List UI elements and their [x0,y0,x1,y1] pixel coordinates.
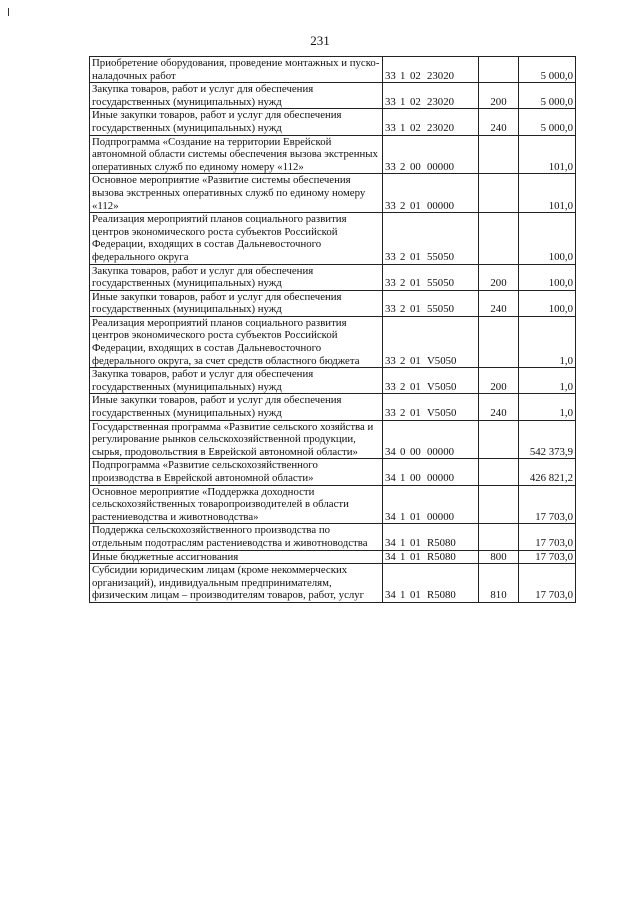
code-part: 33 [385,303,396,316]
expense-type-code [479,213,519,264]
row-description: Иные закупки товаров, работ и услуг для обеспечения государственных (муниципальных) нужд [90,109,383,135]
code-part: 00000 [427,472,454,484]
code-part: 33 [385,250,396,263]
amount: 1,0 [519,316,576,367]
code-part: 2 [400,380,406,393]
code-part: 2 [400,354,406,367]
target-article-code [383,174,479,213]
target-article-code [383,213,479,264]
code-part: 33 [385,95,396,108]
code-part: 2 [400,160,406,173]
amount: 17 703,0 [519,550,576,564]
table-row [90,135,576,174]
code-part: V5050 [427,407,457,420]
code-part: 01 [410,303,421,316]
code-part: 01 [410,550,421,563]
target-article-code [383,57,479,83]
target-article-code [383,290,479,316]
code-part: 33 [385,380,396,393]
table-row [90,394,576,420]
amount: 17 703,0 [519,485,576,524]
expense-type-code [479,135,519,174]
code-part: 34 [385,445,396,458]
target-article-code [383,564,479,603]
expense-type-code: 240 [479,109,519,135]
code-part: 55050 [427,303,454,316]
code-part: 01 [410,536,421,549]
amount: 101,0 [519,135,576,174]
code-part: 01 [410,510,421,523]
margin-tick-mark [8,8,9,16]
table-row [90,524,576,550]
row-description: Реализация мероприятий планов социального развития центров экономического роста субъектов Российской Федерации, входящих в состав Дальневосточного федерального округа [90,213,383,264]
code-part: 1 [400,472,406,484]
table-row [90,459,576,485]
target-article-code [383,316,479,367]
expense-type-code [479,420,519,459]
code-part: 55050 [427,250,454,263]
expense-type-code: 800 [479,550,519,564]
table-row [90,485,576,524]
table-row [90,550,576,564]
code-part: 00000 [427,445,454,458]
target-article-code [383,368,479,394]
target-article-code [383,394,479,420]
code-part: 1 [400,550,406,563]
code-part: 33 [385,407,396,420]
table-row [90,420,576,459]
code-part: 34 [385,550,396,563]
code-part: R5080 [427,536,456,549]
amount: 5 000,0 [519,109,576,135]
row-description: Реализация мероприятий планов социального развития центров экономического роста субъектов Российской Федерации, входящих в состав Дальневосточного федерального округа, за счет средств областного бюджета [90,316,383,367]
row-description: Подпрограмма «Создание на территории Еврейской автономной области системы обеспечения вызова экстренных оперативных служб по единому номеру «112» [90,135,383,174]
expense-type-code: 200 [479,264,519,290]
expense-type-code [479,57,519,83]
code-part: 1 [400,536,406,549]
amount: 100,0 [519,213,576,264]
code-part: 23020 [427,95,454,108]
code-part: 0 [400,445,406,458]
code-part: 00 [410,160,421,173]
code-part: V5050 [427,354,457,367]
row-description: Закупка товаров, работ и услуг для обеспечения государственных (муниципальных) нужд [90,264,383,290]
row-description: Поддержка сельскохозяйственного производства по отдельным подотраслям растениеводства и животноводства [90,524,383,550]
code-part: 2 [400,303,406,316]
target-article-code [383,264,479,290]
code-part: 01 [410,277,421,290]
amount: 5 000,0 [519,57,576,83]
row-description: Закупка товаров, работ и услуг для обеспечения государственных (муниципальных) нужд [90,368,383,394]
row-description: Подпрограмма «Развитие сельскохозяйственного производства в Еврейской автономной области» [90,459,383,485]
code-part: 01 [410,199,421,212]
expense-type-code: 200 [479,83,519,109]
table-row [90,368,576,394]
expense-type-code [479,459,519,485]
code-part: 34 [385,589,396,602]
expense-type-code: 200 [479,368,519,394]
amount: 542 373,9 [519,420,576,459]
code-part: 00 [410,472,421,484]
amount: 17 703,0 [519,564,576,603]
code-part: 1 [400,121,406,134]
table-row [90,213,576,264]
table-row [90,174,576,213]
code-part: 02 [410,95,421,108]
code-part: 1 [400,510,406,523]
amount: 1,0 [519,394,576,420]
code-part: 1 [400,69,406,82]
expense-type-code [479,524,519,550]
table-row [90,57,576,83]
code-part: 33 [385,121,396,134]
table-row [90,564,576,603]
code-part: 01 [410,250,421,263]
code-part: 33 [385,69,396,82]
code-part: 01 [410,589,421,602]
code-part: 34 [385,472,396,484]
code-part: 00000 [427,199,454,212]
code-part: 01 [410,380,421,393]
code-part: 02 [410,121,421,134]
target-article-code [383,420,479,459]
code-part: 55050 [427,277,454,290]
target-article-code [383,485,479,524]
amount: 426 821,2 [519,459,576,485]
target-article-code [383,83,479,109]
amount: 5 000,0 [519,83,576,109]
code-part: 2 [400,277,406,290]
code-part: 34 [385,510,396,523]
code-part: V5050 [427,380,457,393]
amount: 100,0 [519,264,576,290]
amount: 17 703,0 [519,524,576,550]
table-row [90,264,576,290]
code-part: 2 [400,199,406,212]
page-number: 231 [310,33,330,48]
code-part: R5080 [427,550,456,563]
amount: 1,0 [519,368,576,394]
code-part: 00000 [427,160,454,173]
code-part: 01 [410,354,421,367]
table-row [90,290,576,316]
row-description: Государственная программа «Развитие сельского хозяйства и регулирование рынков сельскохозяйственной продукции, сырья, продовольствия в Еврейской автономной области» [90,420,383,459]
code-part: 33 [385,199,396,212]
target-article-code [383,109,479,135]
code-part: 00000 [427,510,454,523]
code-part: 33 [385,160,396,173]
expense-type-code: 240 [479,290,519,316]
expense-type-code [479,485,519,524]
code-part: 23020 [427,69,454,82]
target-article-code [383,550,479,564]
row-description: Приобретение оборудования, проведение монтажных и пуско-наладочных работ [90,57,383,83]
expense-type-code: 240 [479,394,519,420]
code-part: 2 [400,407,406,420]
amount: 100,0 [519,290,576,316]
row-description: Основное мероприятие «Поддержка доходности сельскохозяйственных товаропроизводителей в области растениеводства и животноводства» [90,485,383,524]
code-part: 23020 [427,121,454,134]
code-part: 34 [385,536,396,549]
expense-type-code [479,174,519,213]
table-row [90,83,576,109]
table-row [90,316,576,367]
target-article-code [383,524,479,550]
row-description: Субсидии юридическим лицам (кроме некоммерческих организаций), индивидуальным предпринимателям, физическим лицам – производителям товаров, работ, услуг [90,564,383,603]
budget-table-body [90,57,576,603]
amount: 101,0 [519,174,576,213]
code-part: 01 [410,407,421,420]
expense-type-code [479,316,519,367]
code-part: 33 [385,277,396,290]
row-description: Иные закупки товаров, работ и услуг для обеспечения государственных (муниципальных) нужд [90,394,383,420]
code-part: 33 [385,354,396,367]
target-article-code [383,459,479,485]
code-part: 1 [400,589,406,602]
row-description: Основное мероприятие «Развитие системы обеспечения вызова экстренных оперативных служб по единому номеру «112» [90,174,383,213]
code-part: R5080 [427,589,456,602]
row-description: Иные закупки товаров, работ и услуг для обеспечения государственных (муниципальных) нужд [90,290,383,316]
row-description: Иные бюджетные ассигнования [90,550,383,564]
target-article-code [383,135,479,174]
table-row [90,109,576,135]
budget-table [89,56,576,603]
code-part: 00 [410,445,421,458]
expense-type-code: 810 [479,564,519,603]
code-part: 1 [400,95,406,108]
row-description: Закупка товаров, работ и услуг для обеспечения государственных (муниципальных) нужд [90,83,383,109]
code-part: 2 [400,250,406,263]
code-part: 02 [410,69,421,82]
